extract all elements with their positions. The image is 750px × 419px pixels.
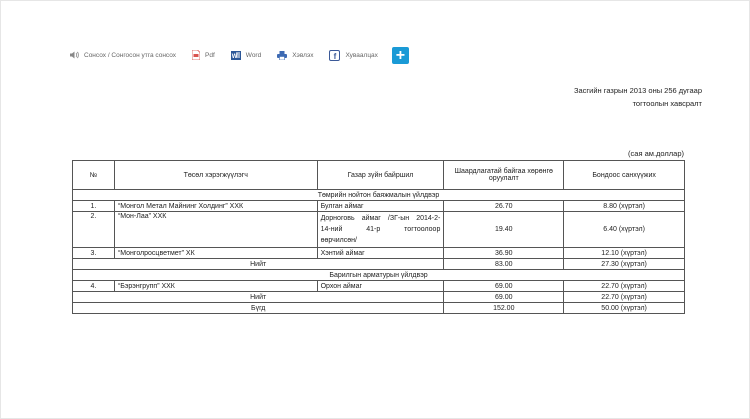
subtotal-investment: 83.00 [444, 259, 564, 270]
col-header-implementer: Төсөл хэрэгжүүлэгч [114, 161, 317, 190]
row-investment: 36.90 [444, 248, 564, 259]
row-location: Хэнтий аймаг [317, 248, 444, 259]
share-label: Хуваалцах [345, 51, 378, 59]
col-header-location: Газар зүйн байршил [317, 161, 444, 190]
section-title: Төмрийн нойтон баяжмалын үйлдвэр [73, 190, 685, 201]
subtotal-bond: 22.70 (хүртэл) [564, 292, 685, 303]
col-header-no: № [73, 161, 115, 190]
row-investment: 19.40 [444, 212, 564, 248]
pdf-button[interactable] [192, 50, 215, 60]
annex-title: тогтоолын хавсралт [632, 99, 702, 108]
location-line: 14-ний 41-р тогтоолоор [320, 226, 441, 233]
add-button[interactable] [392, 47, 409, 64]
word-button[interactable] [231, 51, 261, 60]
row-bond: 12.10 (хүртэл) [564, 248, 685, 259]
listen-button[interactable] [70, 51, 176, 59]
row-implementer: “Мон-Лаа” ХХК [114, 212, 317, 248]
location-line: өөрчилсөн/ [320, 237, 357, 244]
unit-note: (сая ам.доллар) [628, 149, 684, 158]
row-implementer: “Монголросцветмет” ХК [114, 248, 317, 259]
subtotal-row [73, 292, 685, 303]
subtotal-row [73, 259, 685, 270]
row-investment: 69.00 [444, 281, 564, 292]
total-row [73, 303, 685, 314]
speaker-icon [70, 51, 79, 59]
subtotal-label: Нийт [73, 292, 444, 303]
section-row [73, 270, 685, 281]
table-row [73, 212, 685, 248]
total-label: Бүгд [73, 303, 444, 314]
section-title: Барилгын арматурын үйлдвэр [73, 270, 685, 281]
decree-reference: Засгийн газрын 2013 оны 256 дугаар [573, 86, 702, 95]
word-label: Word [245, 51, 262, 59]
row-location [317, 212, 444, 248]
row-no: 3. [73, 248, 115, 259]
col-header-bond: Бондоос санхүүжих [564, 161, 685, 190]
bond-financing-table [72, 160, 685, 314]
row-investment: 26.70 [444, 201, 564, 212]
row-no: 4. [73, 281, 115, 292]
row-bond: 8.80 (хүртэл) [564, 201, 685, 212]
pdf-label: Pdf [205, 51, 215, 59]
total-investment: 152.00 [444, 303, 564, 314]
subtotal-bond: 27.30 (хүртэл) [564, 259, 685, 270]
row-implementer: “Монгол Метал Майнинг Холдинг” ХХК [114, 201, 317, 212]
table-row [73, 201, 685, 212]
row-no: 1. [73, 201, 115, 212]
row-location: Булган аймаг [317, 201, 444, 212]
location-line: Дорноговь аймаг /ЗГ-ын 2014-2- [320, 215, 441, 222]
plus-icon: + [395, 46, 406, 64]
row-implementer: “Бэрэнгрупп” ХХК [114, 281, 317, 292]
subtotal-investment: 69.00 [444, 292, 564, 303]
row-no: 2. [73, 212, 115, 248]
print-button[interactable] [277, 51, 313, 60]
row-bond: 22.70 (хүртэл) [564, 281, 685, 292]
print-label: Хэвлэх [292, 51, 314, 59]
table-row [73, 248, 685, 259]
share-button[interactable] [329, 50, 377, 61]
word-icon [231, 51, 241, 60]
total-bond: 50.00 (хүртэл) [564, 303, 685, 314]
listen-label: Сонсох / Сонгосон утга сонсох [84, 51, 177, 59]
row-bond: 6.40 (хүртэл) [564, 212, 685, 248]
col-header-investment: Шаардлагатай байгаа хөрөнгө оруулалт [444, 161, 564, 190]
facebook-icon: f [329, 50, 340, 61]
section-row [73, 190, 685, 201]
table-header-row [73, 161, 685, 190]
printer-icon [277, 51, 287, 60]
pdf-icon [192, 50, 200, 60]
subtotal-label: Нийт [73, 259, 444, 270]
svg-text:W: W [231, 53, 238, 60]
row-location: Орхон аймаг [317, 281, 444, 292]
table-row [73, 281, 685, 292]
document-toolbar [70, 44, 409, 66]
